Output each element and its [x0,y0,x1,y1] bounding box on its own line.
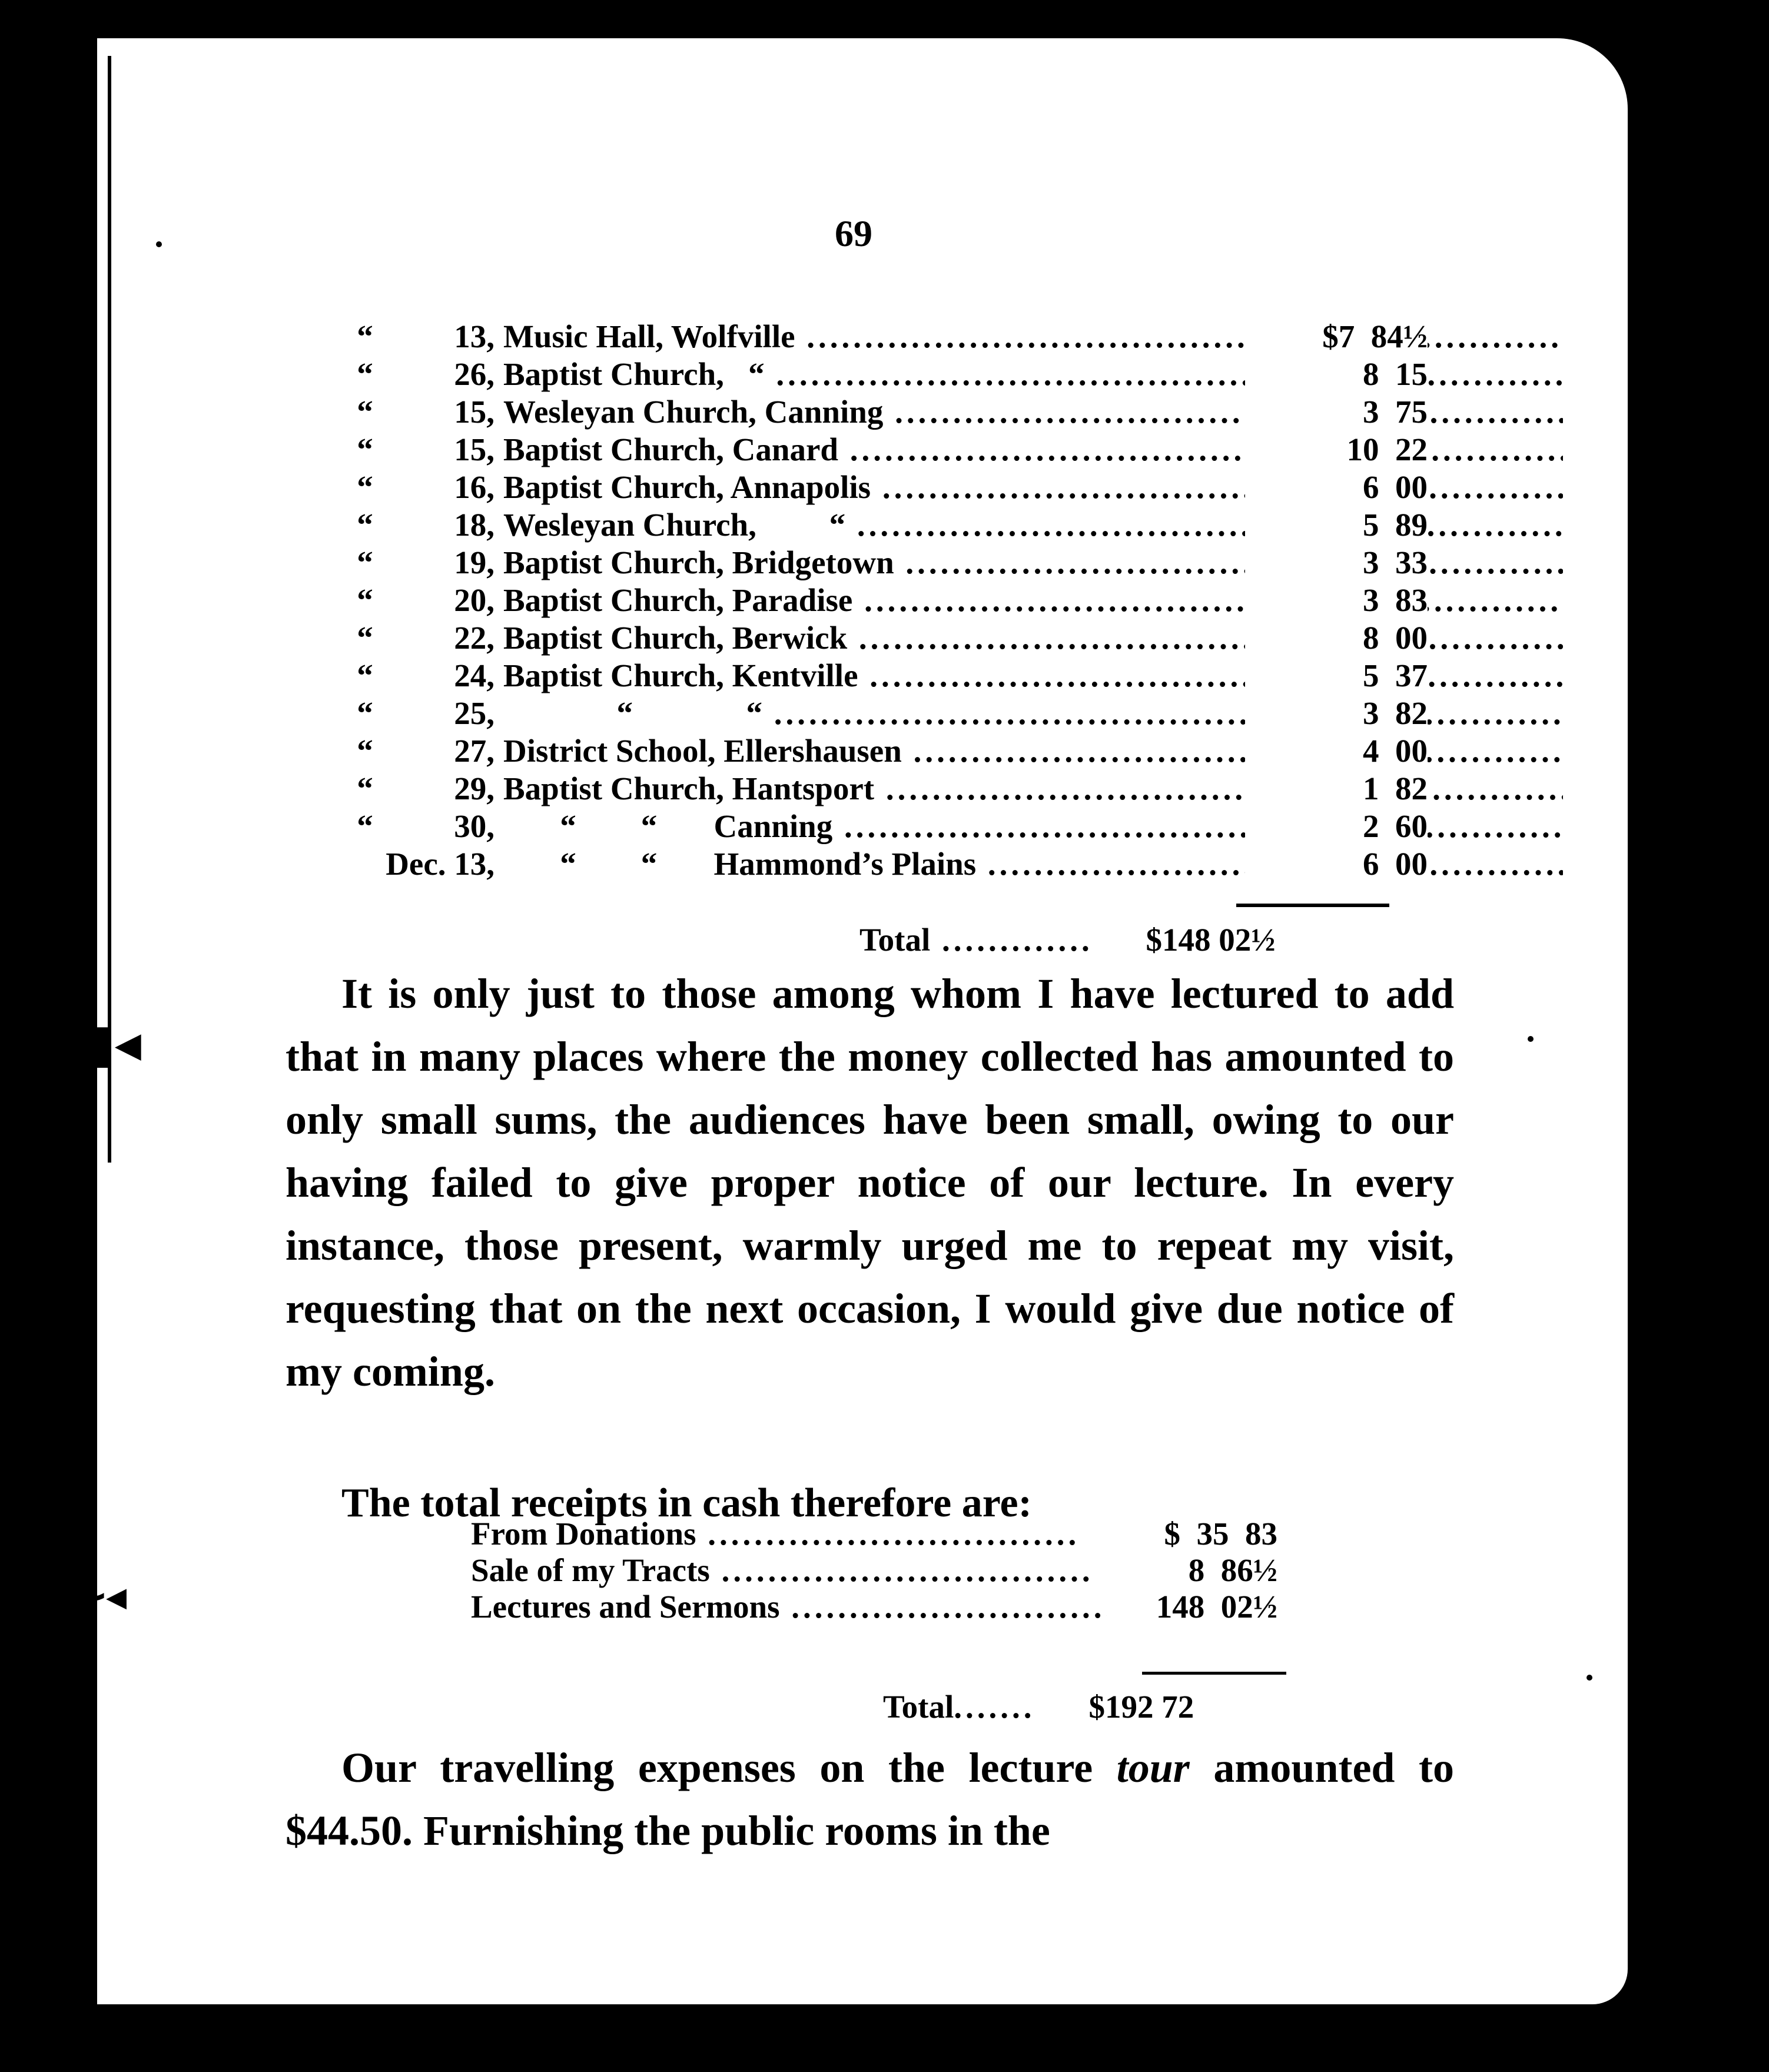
ledger-row-day: 15, [454,394,494,430]
ledger-row-day: 20, [454,582,494,618]
ledger-row-day: 29, [454,771,494,806]
ledger-row-day: 19, [454,544,494,580]
ink-speck [21,1145,26,1151]
receipts-row [471,1516,1295,1552]
ledger-row [336,657,1428,695]
ledger-row-description: Baptist Church, Annapolis ..... [503,469,1563,506]
ledger-total-row: Total ............. $148 02½ [859,922,1276,958]
ledger-row-amount: 10 22 [1245,431,1428,469]
ledger-row [336,695,1428,732]
receipts-row-label: Lectures and Sermons ..... [471,1589,1163,1625]
ledger-row-amount: $7 84½ [1245,318,1428,356]
ledger-row-description: “ “ Canning ..... [503,808,1563,845]
ledger-row-day: 18, [454,507,494,543]
ledger-row [336,845,1428,883]
receipts-total-rule [1142,1672,1286,1675]
ledger-row-description: Baptist Church, Berwick ..... [503,619,1563,657]
ledger-row-day: 16, [454,469,494,505]
ledger-row-day: 26, [454,356,494,392]
ink-speck [1587,1675,1592,1681]
ledger-row-date: “ [357,544,373,580]
paragraph-total-receipts-text: The total receipts in cash therefore are: [341,1480,1032,1526]
ledger-row-amount: 3 82 [1245,695,1428,732]
binding-edge-line [88,56,94,1163]
ledger-total-rule [1236,904,1389,911]
receipts-row [471,1552,1295,1589]
ledger-row-description: Baptist Church, “ ..... [503,356,1563,393]
ledger-row-day: 30, [454,808,494,844]
ledger-row-amount: 2 60 [1245,808,1428,845]
margin-smudge-3: ⁓◂ [65,1572,127,1620]
margin-smudge-1: ◂ [62,524,86,579]
ledger-row-date: Dec. 13, [386,846,494,882]
lecture-receipts-ledger [336,318,1428,883]
ledger-row-date: “ [357,771,373,806]
ledger-row-day: 13, [454,318,494,354]
ledger-row-date: “ [357,356,373,392]
ledger-row-description: “ “ ..... [503,695,1563,732]
paragraph-audiences [286,962,1454,1403]
paragraph-travelling-expenses [286,1736,1454,1862]
receipts-total-label: Total [883,1689,954,1725]
ledger-row-description: Baptist Church, Hantsport ..... [503,770,1563,808]
ledger-row-date: “ [357,808,373,844]
ledger-row-date: “ [357,658,373,693]
ledger-row-amount: 3 75 [1245,393,1428,431]
ledger-row-day: 22, [454,620,494,656]
ledger-row-amount: 4 00 [1245,732,1428,770]
ledger-row-description: “ “ Hammond’s Plains ..... [503,845,1563,883]
ledger-total-label: Total [859,922,931,958]
ledger-total-amount: $148 02½ [1146,922,1276,958]
receipts-row-amount: 8 86½ [1107,1552,1283,1589]
ledger-row [336,619,1428,657]
ledger-row-date: “ [357,620,373,656]
paragraph-travelling-expenses-italic: tour [1116,1744,1190,1791]
ledger-row-amount: 5 37 [1245,657,1428,695]
receipts-total-row: Total....... $192 72 [883,1689,1194,1725]
ledger-row-date: “ [357,733,373,769]
ledger-row-amount: 3 33 [1245,544,1428,582]
cash-receipts-summary [471,1516,1295,1625]
receipts-row [471,1589,1295,1625]
ledger-row [336,506,1428,544]
ledger-row-description: Wesleyan Church, Canning ..... [503,393,1563,431]
ledger-row-day: 27, [454,733,494,769]
ledger-row-date: “ [357,507,373,543]
ledger-row-date: “ [357,582,373,618]
paragraph-audiences-text: It is only just to those among whom I have lectured to add that in many places where the money collected has amounted to only small sums, the audiences have been small, owing to our having failed to give proper notice of our lecture. In every instance, those present, warmly urged me to repeat my visit, requesting that on the next occasion, I would give due notice of my coming. [286,970,1454,1395]
ledger-row-description: District School, Ellershausen ..... [503,732,1563,770]
ledger-row [336,431,1428,469]
page-number: 69 [835,212,872,254]
binding-edge-line-2 [108,56,111,1163]
paragraph-travelling-expenses-rest: amounted to $44.50. Furnishing the public rooms in the [286,1744,1455,1854]
ink-speck [156,241,162,247]
ledger-row-day: 24, [454,658,494,693]
ledger-row [336,318,1428,356]
receipts-row-amount: 148 02½ [1107,1589,1283,1625]
ledger-row [336,808,1428,845]
ledger-row-day: 25, [454,695,494,731]
ledger-row-amount: 5 89 [1245,506,1428,544]
ledger-row-amount: 8 00 [1245,619,1428,657]
ledger-row-date: “ [357,318,373,354]
ledger-row-date: “ [357,394,373,430]
margin-smudge-2: ◂▮◂ [59,1012,141,1074]
ledger-row-description: Baptist Church, Paradise ..... [503,582,1563,619]
ledger-row-amount: 1 82 [1245,770,1428,808]
ledger-row [336,770,1428,808]
ledger-row [336,582,1428,619]
ledger-row-description: Baptist Church, Bridgetown ..... [503,544,1563,582]
ledger-row-description: Baptist Church, Canard ..... [503,431,1563,469]
ledger-row-description: Baptist Church, Kentville ..... [503,657,1563,695]
ledger-row-date: “ [357,695,373,731]
paragraph-travelling-expenses-text: Our travelling expenses on the lecture [341,1744,1093,1791]
ledger-row-date: “ [357,469,373,505]
ledger-row-amount: 3 83 [1245,582,1428,619]
ledger-row-amount: 6 00 [1245,469,1428,506]
ledger-row-description: Music Hall, Wolfville ..... [503,318,1563,356]
ledger-row [336,732,1428,770]
ledger-row-date: “ [357,431,373,467]
ledger-row-description: Wesleyan Church, “ ..... [503,506,1563,544]
ledger-row [336,393,1428,431]
ledger-row [336,469,1428,506]
ledger-row-day: 15, [454,431,494,467]
receipts-total-amount: $192 72 [1088,1689,1194,1725]
ink-speck [1528,1036,1534,1042]
ledger-row-amount: 8 15 [1245,356,1428,393]
receipts-row-label: From Donations ..... [471,1516,1080,1552]
receipts-row-amount: $ 35 83 [1107,1516,1283,1552]
ledger-row [336,544,1428,582]
ledger-row-amount: 6 00 [1245,845,1428,883]
receipts-row-label: Sale of my Tracts ..... [471,1552,1094,1589]
ledger-row [336,356,1428,393]
